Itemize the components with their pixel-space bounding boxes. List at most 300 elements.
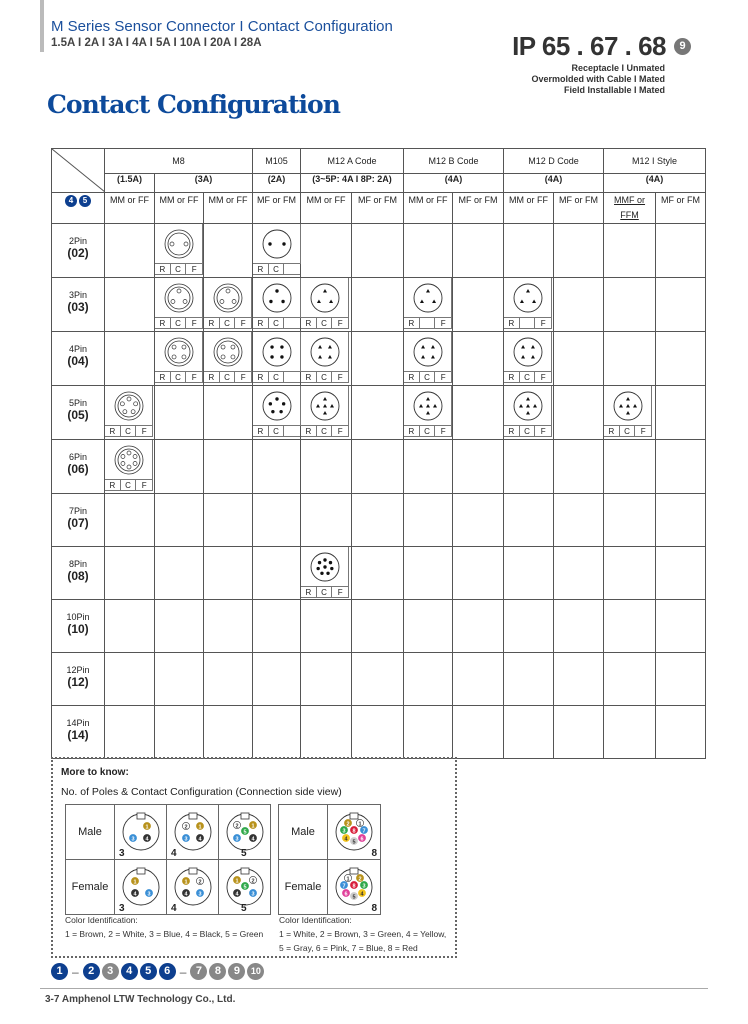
rcf-flag: C <box>420 426 436 436</box>
svg-text:1: 1 <box>346 875 350 882</box>
connector-pin-layout-icon <box>109 386 149 426</box>
connector-pin-layout-icon <box>208 278 248 318</box>
chapter-link-3[interactable]: 3 <box>102 963 119 980</box>
empty-cell <box>453 386 504 440</box>
empty-cell <box>301 224 352 278</box>
contact-configuration-table <box>51 148 706 759</box>
pin-count-label: 12Pin (12) <box>52 653 105 706</box>
table-row <box>52 386 706 440</box>
svg-text:1: 1 <box>251 822 255 829</box>
rcf-flag: R <box>105 480 121 490</box>
rcf-availability <box>604 426 652 437</box>
connector-cell[interactable] <box>504 386 554 440</box>
empty-cell <box>155 653 204 706</box>
empty-cell <box>352 440 404 494</box>
empty-cell <box>155 440 204 494</box>
ip-note: Overmolded with Cable I Mated <box>531 74 665 84</box>
empty-cell <box>352 278 404 332</box>
rcf-availability <box>301 318 349 329</box>
page-title: Contact Configuration <box>47 90 340 119</box>
mating-type-header: MF or FM <box>554 193 604 224</box>
connector-pin-layout-icon <box>257 278 297 318</box>
rcf-availability <box>253 264 301 275</box>
rcf-flag: F <box>191 373 197 382</box>
rcf-flag: C <box>121 426 137 436</box>
empty-cell <box>105 706 155 759</box>
table-row <box>52 332 706 386</box>
ip-note: Field Installable I Mated <box>563 85 665 95</box>
svg-text:5: 5 <box>352 893 356 900</box>
table-row <box>52 494 706 547</box>
ip-badge: 9 <box>674 38 691 55</box>
rcf-flag: C <box>317 587 333 597</box>
chapter-link-5[interactable]: 5 <box>140 963 157 980</box>
rcf-flag: C <box>220 372 236 382</box>
rcf-flag: C <box>269 426 285 436</box>
rcf-flag: C <box>269 372 285 382</box>
rating-header: (3~5P: 4A I 8P: 2A) <box>301 174 404 193</box>
rcf-flag: C <box>171 318 187 328</box>
rcf-availability <box>204 318 252 329</box>
rcf-flag: C <box>317 372 333 382</box>
empty-cell <box>253 706 301 759</box>
svg-text:3: 3 <box>362 882 366 889</box>
rcf-availability <box>301 587 349 598</box>
empty-cell <box>301 706 352 759</box>
connector-pin-layout-icon <box>305 332 345 372</box>
current-ratings: 1.5A I 2A I 3A I 4A I 5A I 10A I 20A I 28A <box>51 37 262 49</box>
pole-count: 3 <box>119 848 125 859</box>
svg-text:4: 4 <box>133 890 137 897</box>
pin-count-label: 10Pin (10) <box>52 600 105 653</box>
empty-cell <box>554 440 604 494</box>
svg-text:3: 3 <box>198 890 202 897</box>
rcf-flag: R <box>253 426 269 436</box>
connector-face-icon <box>328 808 380 854</box>
empty-cell <box>404 224 453 278</box>
empty-cell <box>656 440 706 494</box>
chapter-link-7[interactable]: 7 <box>190 963 207 980</box>
rating-header: (4A) <box>404 174 504 193</box>
svg-text:3: 3 <box>184 835 188 842</box>
empty-cell <box>404 494 453 547</box>
empty-cell <box>453 600 504 653</box>
rcf-availability <box>105 480 153 491</box>
empty-cell <box>554 494 604 547</box>
svg-text:1: 1 <box>184 878 188 885</box>
rcf-availability <box>404 426 452 437</box>
pole-count: 4 <box>171 848 177 859</box>
rcf-flag: F <box>440 373 446 382</box>
connector-cell[interactable] <box>204 278 253 332</box>
chapter-link-9[interactable]: 9 <box>228 963 245 980</box>
pin-color-diagram <box>115 860 167 915</box>
connector-cell[interactable] <box>105 440 155 494</box>
badge-cell <box>52 193 105 224</box>
rcf-flag: R <box>504 426 520 436</box>
empty-cell <box>105 600 155 653</box>
empty-cell <box>504 494 554 547</box>
connector-pin-layout-icon <box>408 332 448 372</box>
empty-cell <box>105 224 155 278</box>
rcf-flag: C <box>269 264 285 274</box>
empty-cell <box>105 332 155 386</box>
connector-cell[interactable] <box>301 332 352 386</box>
empty-cell <box>352 706 404 759</box>
svg-text:5: 5 <box>243 828 247 835</box>
empty-cell <box>253 653 301 706</box>
empty-cell <box>155 547 204 600</box>
pin-count-label: 5Pin (05) <box>52 386 105 440</box>
empty-cell <box>504 600 554 653</box>
connector-group-header: M8 <box>105 149 253 174</box>
rating-header: (3A) <box>155 174 253 193</box>
connector-cell[interactable] <box>253 332 301 386</box>
svg-text:1: 1 <box>358 820 362 827</box>
connector-pin-layout-icon <box>208 332 248 372</box>
male-label: Male <box>66 805 115 860</box>
connector-cell[interactable] <box>301 278 352 332</box>
empty-cell <box>204 386 253 440</box>
rcf-flag: C <box>520 426 536 436</box>
connector-cell[interactable] <box>301 386 352 440</box>
empty-cell <box>656 278 706 332</box>
connector-pin-layout-icon <box>257 332 297 372</box>
empty-cell <box>554 224 604 278</box>
empty-cell <box>404 653 453 706</box>
male-label: Male <box>279 805 328 860</box>
empty-cell <box>656 224 706 278</box>
empty-cell <box>656 332 706 386</box>
connector-face-icon <box>115 808 167 854</box>
connector-cell[interactable] <box>504 332 554 386</box>
connector-cell[interactable] <box>105 386 155 440</box>
empty-cell <box>155 600 204 653</box>
svg-text:3: 3 <box>147 890 151 897</box>
svg-text:4: 4 <box>235 890 239 897</box>
empty-cell <box>604 547 656 600</box>
empty-cell <box>504 440 554 494</box>
empty-cell <box>453 224 504 278</box>
svg-text:2: 2 <box>235 822 239 829</box>
connector-cell[interactable] <box>404 278 453 332</box>
empty-cell <box>656 706 706 759</box>
rcf-flag: C <box>520 372 536 382</box>
rcf-flag: R <box>253 264 269 274</box>
empty-cell <box>504 706 554 759</box>
connector-cell[interactable] <box>404 332 453 386</box>
svg-text:2: 2 <box>184 823 188 830</box>
empty-cell <box>352 332 404 386</box>
rcf-flag: F <box>337 373 343 382</box>
svg-text:3: 3 <box>342 827 346 834</box>
connector-pin-layout-icon <box>508 278 548 318</box>
svg-text:7: 7 <box>362 827 366 834</box>
empty-cell <box>504 653 554 706</box>
empty-cell <box>253 547 301 600</box>
mating-type-header: MMF or FFM <box>604 193 656 224</box>
connector-pin-layout-icon <box>608 386 648 426</box>
empty-cell <box>554 332 604 386</box>
chapter-link-4[interactable]: 4 <box>121 963 138 980</box>
chapter-link-10[interactable]: 10 <box>247 963 264 980</box>
empty-cell <box>604 600 656 653</box>
svg-text:2: 2 <box>346 820 350 827</box>
rcf-flag: C <box>171 264 187 274</box>
empty-cell <box>352 547 404 600</box>
svg-text:2: 2 <box>251 877 255 884</box>
legend-table-8 <box>278 804 381 915</box>
connector-pin-layout-icon <box>508 332 548 372</box>
rcf-availability <box>155 264 203 275</box>
rcf-flag <box>284 426 300 436</box>
rcf-flag: F <box>337 319 343 328</box>
rcf-availability <box>253 372 301 383</box>
empty-cell <box>453 494 504 547</box>
empty-cell <box>554 653 604 706</box>
svg-text:3: 3 <box>251 890 255 897</box>
connector-pin-layout-icon <box>408 386 448 426</box>
rcf-flag: R <box>155 264 171 274</box>
rcf-availability <box>253 318 301 329</box>
rcf-flag: R <box>105 426 121 436</box>
mating-type-header: MM or FF <box>105 193 155 224</box>
svg-text:2: 2 <box>358 875 362 882</box>
more-to-know-box <box>51 757 457 958</box>
rcf-flag: F <box>191 265 197 274</box>
empty-cell <box>204 547 253 600</box>
rcf-flag: F <box>440 427 446 436</box>
mating-type-header: MF or FM <box>453 193 504 224</box>
mating-type-header: MM or FF <box>204 193 253 224</box>
pin-count-label: 3Pin (03) <box>52 278 105 332</box>
connector-cell[interactable] <box>253 224 301 278</box>
chapter-link-2[interactable]: 2 <box>83 963 100 980</box>
rcf-flag: F <box>191 319 197 328</box>
connector-group-header: M12 A Code <box>301 149 404 174</box>
connector-pin-layout-icon <box>508 386 548 426</box>
rating-header: (1.5A) <box>105 174 155 193</box>
rcf-flag: F <box>337 427 343 436</box>
pole-count: 5 <box>241 848 247 859</box>
svg-text:6: 6 <box>344 890 348 897</box>
footer-divider <box>40 988 708 989</box>
rating-header: (4A) <box>604 174 706 193</box>
legend-table-3-5 <box>65 804 271 915</box>
empty-cell <box>554 706 604 759</box>
rcf-flag: R <box>404 426 420 436</box>
rcf-flag <box>284 372 300 382</box>
empty-cell <box>204 653 253 706</box>
rcf-flag: R <box>301 587 317 597</box>
pole-count: 8 <box>371 903 377 914</box>
empty-cell <box>656 600 706 653</box>
rcf-flag: F <box>141 427 147 436</box>
nav-separator: – <box>72 964 79 979</box>
mating-type-header: MF or FM <box>253 193 301 224</box>
empty-cell <box>604 440 656 494</box>
chapter-link-8[interactable]: 8 <box>209 963 226 980</box>
svg-text:8: 8 <box>352 827 356 834</box>
mating-type-header: MM or FF <box>504 193 554 224</box>
empty-cell <box>204 224 253 278</box>
empty-cell <box>253 494 301 547</box>
color-id-label: Color Identification: <box>65 915 138 925</box>
rcf-flag <box>520 318 536 328</box>
empty-cell <box>301 600 352 653</box>
empty-cell <box>453 653 504 706</box>
svg-text:1: 1 <box>198 823 202 830</box>
connector-pin-layout-icon <box>257 386 297 426</box>
svg-text:4: 4 <box>184 890 188 897</box>
rcf-flag: C <box>121 480 137 490</box>
svg-text:8: 8 <box>352 882 356 889</box>
rcf-flag: F <box>640 427 646 436</box>
connector-face-icon <box>219 808 271 854</box>
pole-count: 8 <box>371 848 377 859</box>
legend-subtitle: No. of Poles & Contact Configuration (Connection side view) <box>61 786 342 798</box>
pin-count-label: 14Pin (14) <box>52 706 105 759</box>
female-label: Female <box>279 860 328 915</box>
connector-face-icon <box>115 863 167 909</box>
empty-cell <box>404 440 453 494</box>
connector-cell[interactable] <box>404 386 453 440</box>
empty-cell <box>453 706 504 759</box>
connector-cell[interactable] <box>604 386 656 440</box>
connector-pin-layout-icon <box>305 386 345 426</box>
empty-cell <box>554 600 604 653</box>
empty-cell <box>554 386 604 440</box>
empty-cell <box>554 547 604 600</box>
connector-cell[interactable] <box>155 224 204 278</box>
connector-cell[interactable] <box>301 547 352 600</box>
empty-cell <box>105 494 155 547</box>
rcf-flag: C <box>420 372 436 382</box>
pole-count: 5 <box>241 903 247 914</box>
empty-cell <box>404 547 453 600</box>
connector-cell[interactable] <box>155 278 204 332</box>
rcf-availability <box>105 426 153 437</box>
rcf-flag: F <box>240 319 246 328</box>
empty-cell <box>604 224 656 278</box>
pin-count-label: 7Pin (07) <box>52 494 105 547</box>
chapter-navigation <box>51 963 264 980</box>
pin-color-diagram <box>115 805 167 860</box>
pin-count-label: 6Pin (06) <box>52 440 105 494</box>
pole-count: 3 <box>119 903 125 914</box>
svg-text:5: 5 <box>352 838 356 845</box>
color-id-3-5: 1 = Brown, 2 = White, 3 = Blue, 4 = Black, 5 = Green <box>65 929 264 939</box>
color-id-label: Color Identification: <box>279 915 352 925</box>
connector-pin-layout-icon <box>408 278 448 318</box>
connector-cell[interactable] <box>253 278 301 332</box>
pin-count-label: 2Pin (02) <box>52 224 105 278</box>
rcf-flag: C <box>269 318 285 328</box>
chapter-link-6[interactable]: 6 <box>159 963 176 980</box>
svg-text:4: 4 <box>360 890 364 897</box>
color-id-8: 1 = White, 2 = Brown, 3 = Green, 4 = Yellow, <box>279 929 447 939</box>
empty-cell <box>204 600 253 653</box>
connector-pin-layout-icon <box>305 547 345 587</box>
svg-text:3: 3 <box>235 835 239 842</box>
rcf-availability <box>155 318 203 329</box>
empty-cell <box>155 494 204 547</box>
empty-cell <box>604 653 656 706</box>
empty-cell <box>155 386 204 440</box>
mating-type-header: MM or FF <box>404 193 453 224</box>
rcf-flag: C <box>317 318 333 328</box>
svg-text:6: 6 <box>360 835 364 842</box>
rcf-flag: F <box>240 373 246 382</box>
empty-cell <box>352 386 404 440</box>
table-row <box>52 706 706 759</box>
rcf-flag: R <box>504 372 520 382</box>
empty-cell <box>105 547 155 600</box>
rcf-flag: R <box>604 426 620 436</box>
connector-cell[interactable] <box>155 332 204 386</box>
svg-text:7: 7 <box>342 882 346 889</box>
connector-face-icon <box>167 808 219 854</box>
pole-count: 4 <box>171 903 177 914</box>
connector-cell[interactable] <box>504 278 554 332</box>
empty-cell <box>204 494 253 547</box>
mating-type-header: MF or FM <box>352 193 404 224</box>
empty-cell <box>105 278 155 332</box>
corner-cell <box>52 149 105 193</box>
empty-cell <box>504 224 554 278</box>
empty-cell <box>301 440 352 494</box>
rcf-flag: R <box>155 318 171 328</box>
rcf-flag: F <box>540 427 546 436</box>
table-row <box>52 224 706 278</box>
rcf-availability <box>404 372 452 383</box>
empty-cell <box>656 653 706 706</box>
legend-title: More to know: <box>61 767 129 778</box>
connector-pin-layout-icon <box>257 224 297 264</box>
pin-color-diagram <box>167 860 219 915</box>
empty-cell <box>204 440 253 494</box>
connector-cell[interactable] <box>253 386 301 440</box>
table-row <box>52 547 706 600</box>
connector-pin-layout-icon <box>159 278 199 318</box>
rcf-availability <box>301 372 349 383</box>
rcf-flag: R <box>204 318 220 328</box>
rcf-flag: F <box>440 319 446 328</box>
rcf-flag: R <box>155 372 171 382</box>
rcf-flag <box>284 264 300 274</box>
empty-cell <box>155 706 204 759</box>
pin-count-label: 4Pin (04) <box>52 332 105 386</box>
rcf-flag: C <box>620 426 636 436</box>
svg-text:3: 3 <box>131 835 135 842</box>
ip-note: Receptacle I Unmated <box>571 63 665 73</box>
rcf-flag: F <box>540 319 546 328</box>
empty-cell <box>404 706 453 759</box>
empty-cell <box>604 332 656 386</box>
svg-text:1: 1 <box>235 877 239 884</box>
connector-face-icon <box>219 863 271 909</box>
nav-separator: – <box>179 964 187 979</box>
chapter-link-1[interactable]: 1 <box>51 963 68 980</box>
rcf-flag <box>284 318 300 328</box>
svg-text:5: 5 <box>243 883 247 890</box>
rcf-flag: R <box>253 318 269 328</box>
empty-cell <box>453 547 504 600</box>
mating-type-header: MM or FF <box>301 193 352 224</box>
connector-cell[interactable] <box>204 332 253 386</box>
empty-cell <box>604 494 656 547</box>
table-row <box>52 440 706 494</box>
